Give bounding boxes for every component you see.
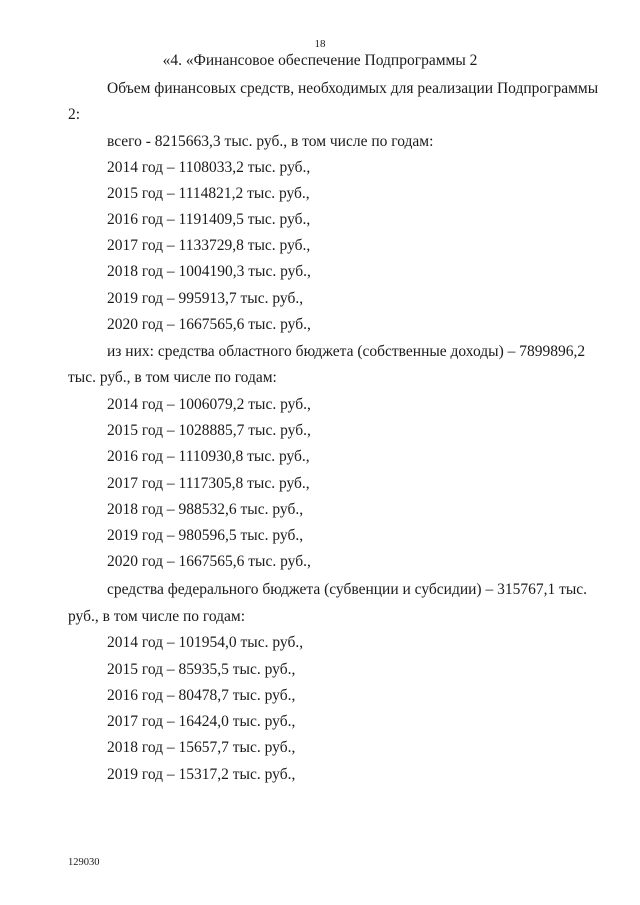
regional-year-line: 2014 год – 1006079,2 тыс. руб., [107,396,311,413]
federal-year-line: 2016 год – 80478,7 тыс. руб., [107,687,296,704]
page-number: 18 [314,38,326,50]
total-year-line: 2015 год – 1114821,2 тыс. руб., [107,185,310,202]
total-year-line: 2016 год – 1191409,5 тыс. руб., [107,211,311,228]
total-amount-line: всего - 8215663,3 тыс. руб., в том числе по годам: [107,133,434,150]
federal-year-line: 2018 год – 15657,7 тыс. руб., [107,739,296,756]
federal-year-line: 2014 год – 101954,0 тыс. руб., [107,634,304,651]
federal-budget-line-continued: руб., в том числе по годам: [68,608,246,625]
regional-year-line: 2017 год – 1117305,8 тыс. руб., [107,475,310,492]
total-year-line: 2020 год – 1667565,6 тыс. руб., [107,316,311,333]
total-year-line: 2019 год – 995913,7 тыс. руб., [107,290,304,307]
regional-budget-line: из них: средства областного бюджета (собственные доходы) – 7899896,2 [107,343,586,360]
regional-year-line: 2020 год – 1667565,6 тыс. руб., [107,553,311,570]
regional-budget-line-continued: тыс. руб., в том числе по годам: [68,369,277,386]
total-year-line: 2017 год – 1133729,8 тыс. руб., [107,237,311,254]
federal-year-line: 2015 год – 85935,5 тыс. руб., [107,661,296,678]
regional-year-line: 2016 год – 1110930,8 тыс. руб., [107,448,310,465]
footer-document-code: 129030 [68,857,100,868]
total-year-line: 2018 год – 1004190,3 тыс. руб., [107,263,311,280]
regional-year-line: 2018 год – 988532,6 тыс. руб., [107,501,304,518]
regional-year-line: 2019 год – 980596,5 тыс. руб., [107,527,304,544]
intro-line-continued: 2: [68,106,81,123]
intro-line: Объем финансовых средств, необходимых для реализации Подпрограммы [107,80,599,97]
federal-budget-line: средства федерального бюджета (субвенции и субсидии) – 315767,1 тыс. [107,581,588,598]
regional-year-line: 2015 год – 1028885,7 тыс. руб., [107,422,311,439]
section-heading: «4. «Финансовое обеспечение Подпрограммы 2 [162,52,478,69]
federal-year-line: 2019 год – 15317,2 тыс. руб., [107,766,296,783]
federal-year-line: 2017 год – 16424,0 тыс. руб., [107,713,296,730]
total-year-line: 2014 год – 1108033,2 тыс. руб., [107,159,311,176]
